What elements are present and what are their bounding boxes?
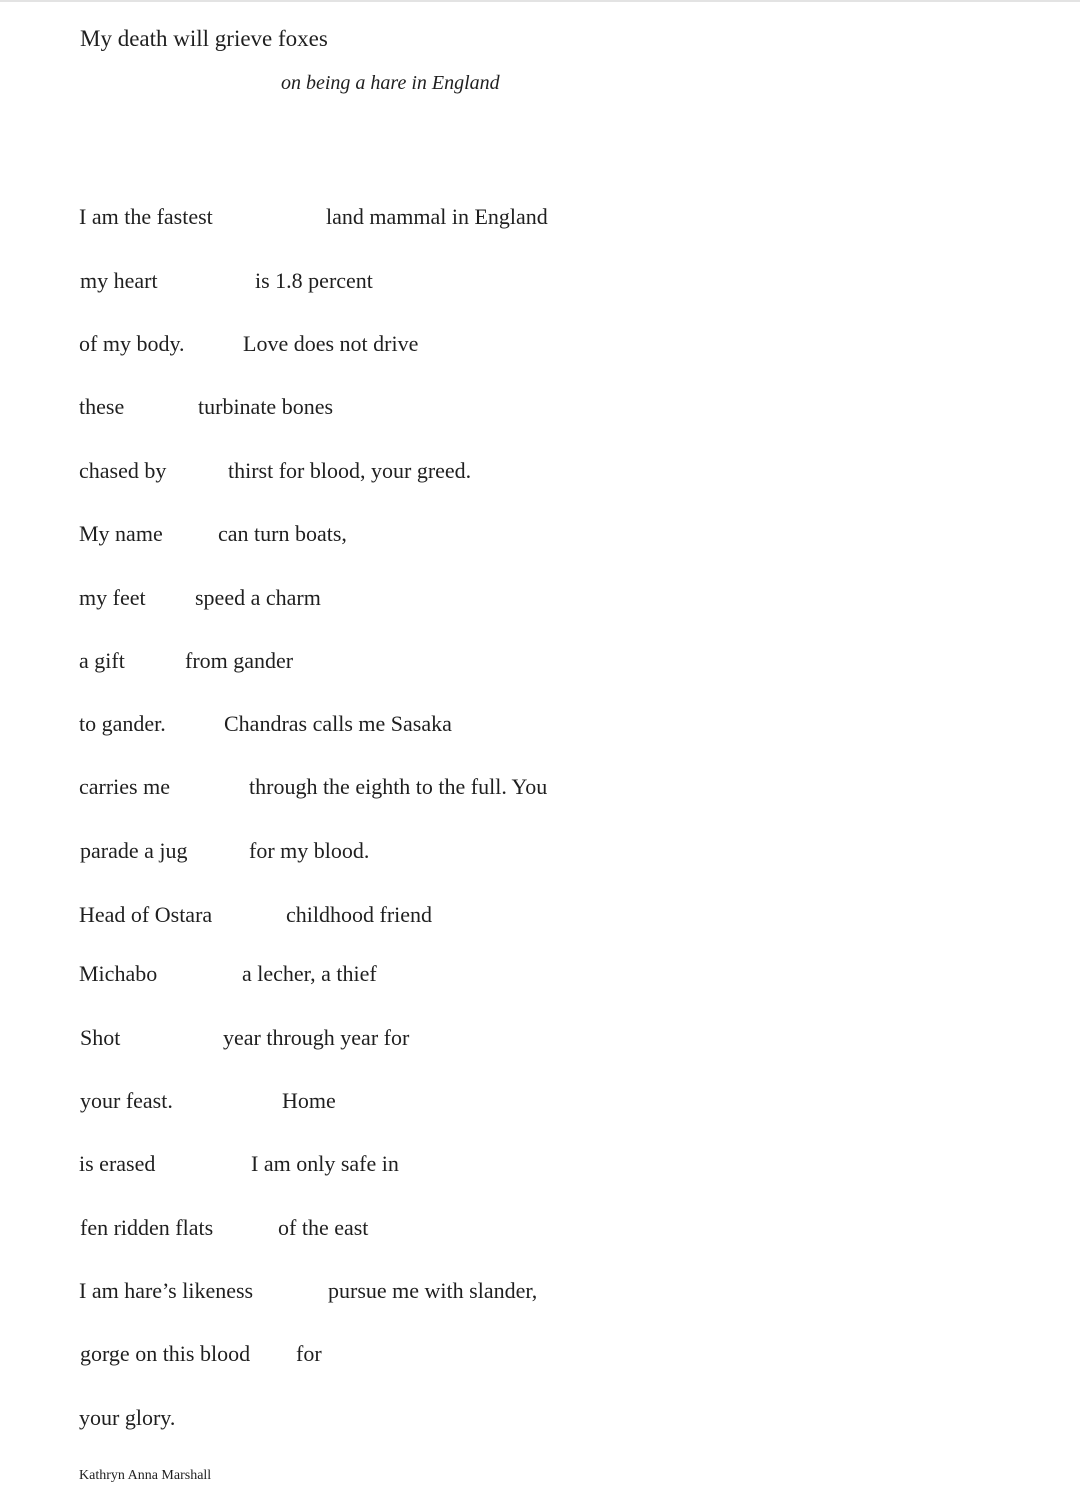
poem-line-left: my feet	[79, 585, 146, 610]
top-divider	[0, 0, 1080, 2]
poem-line-right: through the eighth to the full. You	[249, 774, 548, 799]
poem-line-right: of the east	[278, 1215, 369, 1240]
poem-line-left: my heart	[80, 268, 158, 293]
poem-line-left: your feast.	[80, 1088, 173, 1113]
poem-line-left: I am hare’s likeness	[79, 1278, 254, 1303]
poem-line-left: carries me	[79, 774, 170, 799]
poem-line-right: Love does not drive	[243, 331, 419, 356]
poem-line-right: is 1.8 percent	[255, 268, 373, 293]
poem-line-right: for my blood.	[249, 838, 370, 863]
poem-line-left: I am the fastest	[79, 204, 213, 229]
poem-line-right: can turn boats,	[218, 521, 347, 546]
poem-line-left: a gift	[79, 648, 125, 673]
poem-line-right: thirst for blood, your greed.	[228, 458, 472, 483]
poem-line-right: pursue me with slander,	[328, 1278, 538, 1303]
poem-line-right: turbinate bones	[198, 394, 334, 419]
poem-line-left: these	[79, 394, 125, 419]
poem-subtitle: on being a hare in England	[281, 72, 500, 94]
poem-line-right: childhood friend	[286, 902, 433, 927]
poem-line-left: Head of Ostara	[79, 902, 213, 927]
poem-line-right: Chandras calls me Sasaka	[224, 711, 452, 736]
poem-line-left: fen ridden flats	[80, 1215, 214, 1240]
poem-line-left: gorge on this blood	[80, 1341, 251, 1366]
poem-line-right: year through year for	[223, 1025, 410, 1050]
poem-line-left: your glory.	[79, 1405, 176, 1430]
poem-line-left: is erased	[79, 1151, 156, 1176]
poem-line-left: parade a jug	[80, 838, 188, 863]
poem-line-right: a lecher, a thief	[242, 961, 377, 986]
poem-line-left: chased by	[79, 458, 167, 483]
poem-line-left: Michabo	[79, 961, 158, 986]
poem-line-right: speed a charm	[195, 585, 321, 610]
poem-line-left: My name	[79, 521, 163, 546]
poem-line-left: Shot	[80, 1025, 121, 1050]
poem-line-right: I am only safe in	[251, 1151, 399, 1176]
poem-line-right: Home	[282, 1088, 336, 1113]
poem-line-left: of my body.	[79, 331, 185, 356]
poem-line-left: to gander.	[79, 711, 166, 736]
poem-line-right: land mammal in England	[326, 204, 548, 229]
poem-line-right: for	[296, 1341, 322, 1366]
author-name: Kathryn Anna Marshall	[79, 1468, 212, 1483]
poem-title: My death will grieve foxes	[80, 26, 328, 51]
poem-line-right: from gander	[185, 648, 294, 673]
